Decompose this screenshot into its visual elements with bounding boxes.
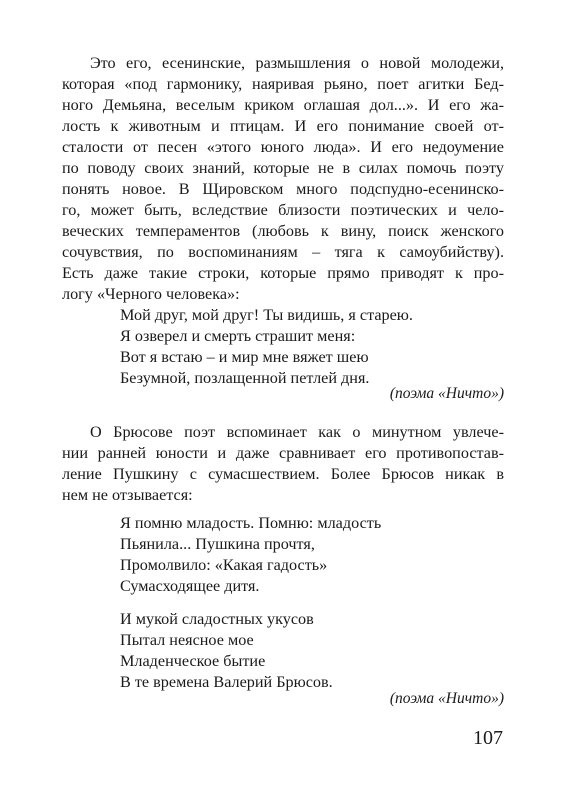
verse-line: Промолвило: «Какая гадость»: [120, 556, 328, 574]
paragraph-yesenin: [62, 53, 504, 305]
verse-line: Сумасходящее дитя.: [120, 577, 260, 595]
verse-source-1: (поэма «Ничто»): [389, 385, 504, 402]
verse-line: Я озверел и смерть страшит меня:: [120, 327, 356, 345]
verse-line: И мукой сладостных укусов: [120, 610, 314, 628]
page-number: 107: [473, 727, 503, 749]
text-line: ление Пушкину с сумасшествием. Более Брюсов никак в: [62, 465, 504, 483]
verse-line: Младенческое бытие: [120, 652, 266, 670]
text-line: Это его, есенинские, размышления о новой молодежи,: [90, 54, 504, 72]
verse-line: Пьянила... Пушкина прочтя,: [120, 535, 315, 553]
verse-source-2: (поэма «Ничто»): [389, 690, 504, 707]
verse-stanza-1: [120, 305, 510, 389]
paragraph-bryusov: [62, 422, 504, 506]
text-line: Есть даже такие строки, которые прямо приводят к про-: [62, 264, 504, 282]
verse-line: Безумной, позлащенной петлей дня.: [120, 369, 370, 387]
verse-line: В те времена Валерий Брюсов.: [120, 673, 333, 691]
verse-stanza-2: [120, 513, 510, 597]
text-line: по поводу своих знаний, которые не в силах помочь поэту: [62, 159, 504, 177]
text-line: сталости от песен «этого юного люда». И его недоумение: [62, 138, 504, 156]
text-line: нем не отзывается:: [62, 486, 193, 504]
text-line: веческих темпераментов (любовь к вину, поиск женского: [62, 222, 504, 240]
verse-line: Пытал неясное мое: [120, 631, 254, 649]
text-line: которая «под гармонику, наяривая рьяно, поет агитки Бед-: [62, 75, 504, 93]
verse-line: Вот я встаю – и мир мне вяжет шею: [120, 348, 369, 366]
text-line: ного Демьяна, веселым криком оглашая дол...». И его жа-: [62, 96, 504, 114]
text-line: понять новое. В Щировском много подспудно-есенинско-: [62, 180, 504, 198]
text-line: логу «Черного человека»:: [62, 285, 240, 303]
text-line: го, может быть, вследствие близости поэтических и чело-: [62, 201, 504, 219]
verse-line: Мой друг, мой друг! Ты видишь, я старею.: [120, 306, 413, 324]
verse-stanza-3: [120, 609, 510, 693]
text-line: сочувствия, по воспоминаниям – тяга к самоубийству).: [62, 243, 504, 261]
text-line: нии ранней юности и даже сравнивает его противопостав-: [62, 444, 504, 462]
text-line: лость к животным и птицам. И его понимание своей от-: [62, 117, 504, 135]
verse-line: Я помню младость. Помню: младость: [120, 514, 382, 532]
text-line: О Брюсове поэт вспоминает как о минутном увлече-: [90, 423, 504, 441]
